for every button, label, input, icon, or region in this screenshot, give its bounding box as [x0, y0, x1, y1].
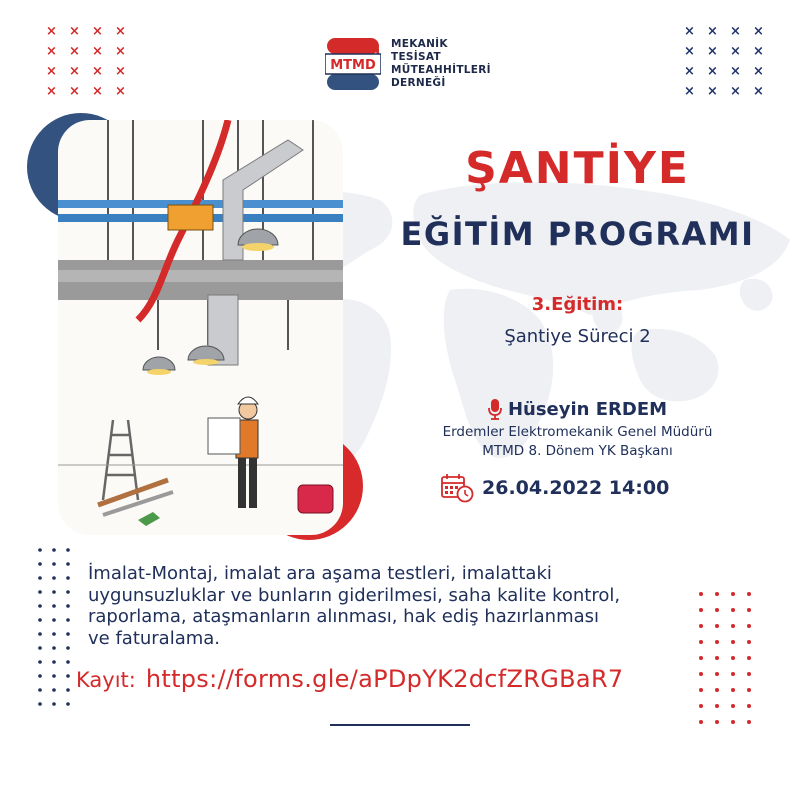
construction-illustration: [58, 120, 343, 535]
datetime-text: 26.04.2022 14:00: [482, 477, 670, 499]
training-name: Şantiye Süreci 2: [504, 326, 651, 347]
event-datetime: [440, 473, 669, 503]
speaker-name: Hüseyin ERDEM: [507, 398, 668, 420]
calendar-clock-icon: [440, 473, 474, 503]
navy-dot-pattern: [36, 546, 86, 726]
logo-text: [391, 38, 491, 90]
construction-site-drawing: [58, 120, 343, 535]
logo-line-3: MÜTEAHHİTLERİ: [391, 64, 491, 76]
registration-link[interactable]: https://forms.gle/aPDpYK2dcfZRGBaR7: [145, 665, 624, 693]
mtmd-logo: [325, 36, 491, 92]
red-x-pattern: × × × × × × × × × × × × × × × ×: [46, 24, 126, 99]
speaker-role-2: MTMD 8. Dönem YK Başkanı: [482, 443, 673, 459]
speaker-role-1: Erdemler Elektromekanik Genel Müdürü: [442, 424, 713, 440]
description-line-1: İmalat-Montaj, imalat ara aşama testleri, imalattaki: [88, 563, 552, 584]
description-line-4: ve faturalama.: [88, 627, 221, 649]
logo-abbr: MTMD: [330, 58, 376, 73]
registration-label: Kayıt:: [76, 668, 136, 692]
sub-title: EĞİTİM PROGRAMI: [400, 215, 755, 253]
registration: [76, 665, 726, 693]
logo-line-2: TESİSAT: [391, 51, 441, 63]
training-number: 3.Eğitim:: [531, 294, 624, 315]
description-line-3: raporlama, ataşmanların alınması, hak ediş hazırlanması: [88, 606, 600, 627]
description-line-2: uygunsuzluklar ve bunların giderilmesi, saha kalite kontrol,: [88, 584, 621, 606]
navy-x-pattern: × × × × × × × × × × × × × × × ×: [684, 24, 764, 99]
training-description: [88, 563, 693, 649]
main-title: ŞANTİYE: [465, 143, 690, 194]
logo-line-4: DERNEĞİ: [391, 77, 446, 89]
logo-line-1: MEKANİK: [391, 38, 448, 50]
mtmd-logo-badge: [325, 36, 381, 92]
speaker-role: [390, 423, 765, 461]
microphone-icon: [488, 398, 502, 420]
bottom-divider: [330, 724, 470, 726]
speaker: [400, 398, 755, 420]
